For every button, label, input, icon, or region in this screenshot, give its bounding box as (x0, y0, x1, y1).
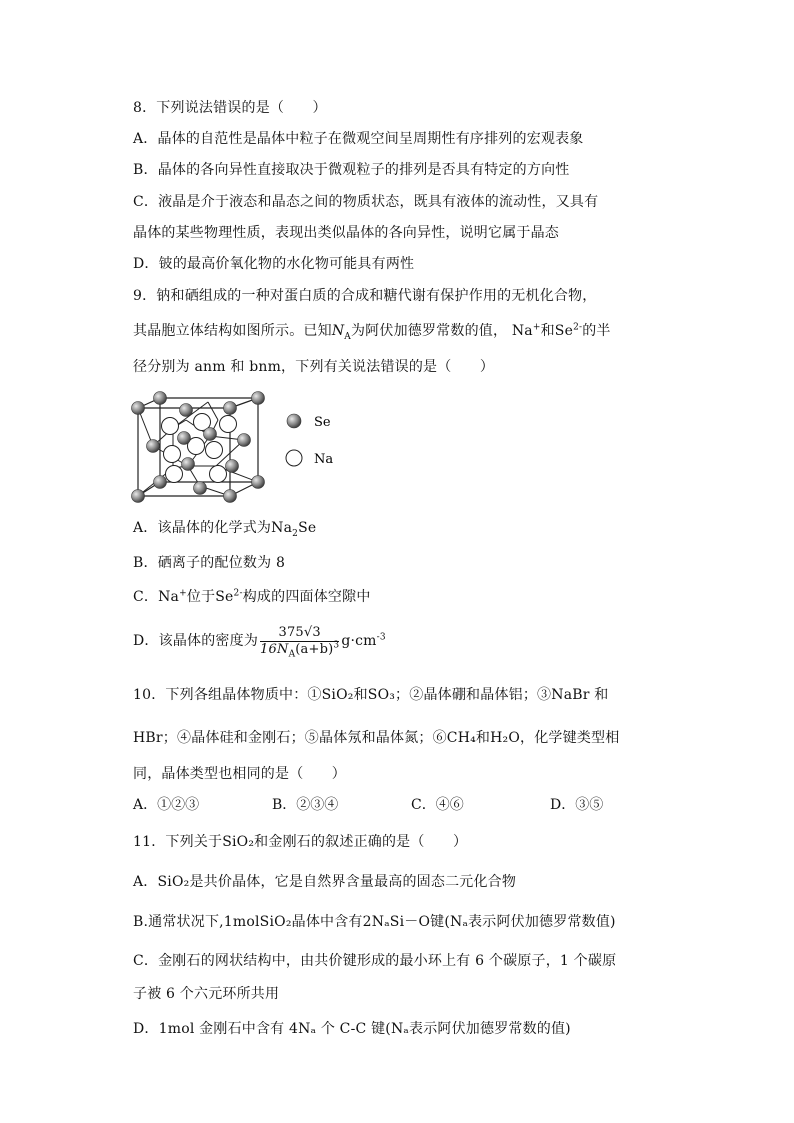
q9-option-c: C．Na+位于$Se^{2-}$构成的四面体空隙中 (133, 588, 371, 605)
q10-option-a: A．①②③ (133, 797, 200, 813)
legend-na-label: Na (314, 452, 334, 467)
legend-se-swatch (287, 414, 301, 428)
q11-option-a: A．SiO₂是共价晶体，它是自然界含量最高的固态二元化合物 (133, 874, 517, 890)
crystal-cell-figure (128, 388, 358, 506)
q8-option-c-line2: 晶体的某些物理性质，表现出类似晶体的各向异性，说明它属于晶态 (133, 225, 559, 241)
q10-stem-line3: 同，晶体类型也相同的是（ ） (133, 766, 346, 782)
q8-option-b: B．晶体的各向异性直接取决于微观粒子的排列是否具有特定的方向性 (133, 162, 570, 178)
q10-option-c: C．④⑥ (411, 797, 464, 813)
q9-option-a: A．该晶体的化学式为$Na_2Se$ (133, 520, 317, 539)
q8-option-a: A．晶体的自范性是晶体中粒子在微观空间呈周期性有序排列的宏观表象 (133, 131, 584, 147)
q9-stem-line3: 径分别为 anm 和 bnm，下列有关说法错误的是（ ） (133, 359, 495, 375)
q9-option-d: D．该晶体的密度为 $\frac{375√3}{16N_A(a+b)^3}$ $g\cdot cm^{-3}$ (133, 624, 386, 660)
q8-option-c-line1: C．液晶是介于液态和晶态之间的物质状态，既具有液体的流动性，又具有 (133, 194, 599, 210)
q10-stem-line2: HBr；④晶体硅和金刚石；⑤晶体氖和晶体氮；⑥CH₄和H₂O，化学键类型相 (133, 730, 620, 746)
q10-option-d: D．③⑤ (550, 797, 604, 813)
q11-stem: 11．下列关于SiO₂和金刚石的叙述正确的是（ ） (133, 834, 468, 850)
q8-stem: 8．下列说法错误的是（ ） (133, 100, 327, 116)
density-fraction: $\frac{375√3}{16N_A(a+b)^3}$ (260, 624, 340, 660)
q10-option-b: B．②③④ (272, 797, 339, 813)
q11-option-b: B.通常状况下,1molSiO₂晶体中含有2NₐSi－O键(Nₐ表示阿伏加德罗常数值) (133, 914, 616, 930)
q8-option-d: D．铍的最高价氧化物的水化物可能具有两性 (133, 256, 415, 272)
legend-se-label: Se (314, 415, 331, 430)
q10-stem-line1: 10．下列各组晶体物质中：①SiO₂和SO₃；②晶体硼和晶体铝；③NaBr 和 (133, 687, 609, 703)
na-atoms (162, 414, 237, 483)
q9-stem-line1: 9．钠和硒组成的一种对蛋白质的合成和糖代谢有保护作用的无机化合物， (133, 288, 597, 304)
q9-stem-line2: 其晶胞立体结构如图所示。已知$N_A$为阿伏加德罗常数的值， Na+和$Se^{2-}$的半 (133, 322, 611, 342)
q9-option-b: B．硒离子的配位数为 8 (133, 555, 286, 571)
q11-option-c-line1: C．金刚石的网状结构中，由共价键形成的最小环上有 6 个碳原子，1 个碳原 (133, 953, 617, 969)
q11-option-c-line2: 子被 6 个六元环所共用 (133, 986, 280, 1002)
legend-na-swatch (286, 450, 302, 466)
q11-option-d: D．1mol 金刚石中含有 4Nₐ 个 C-C 键(Nₐ表示阿伏加德罗常数的值) (133, 1021, 571, 1037)
